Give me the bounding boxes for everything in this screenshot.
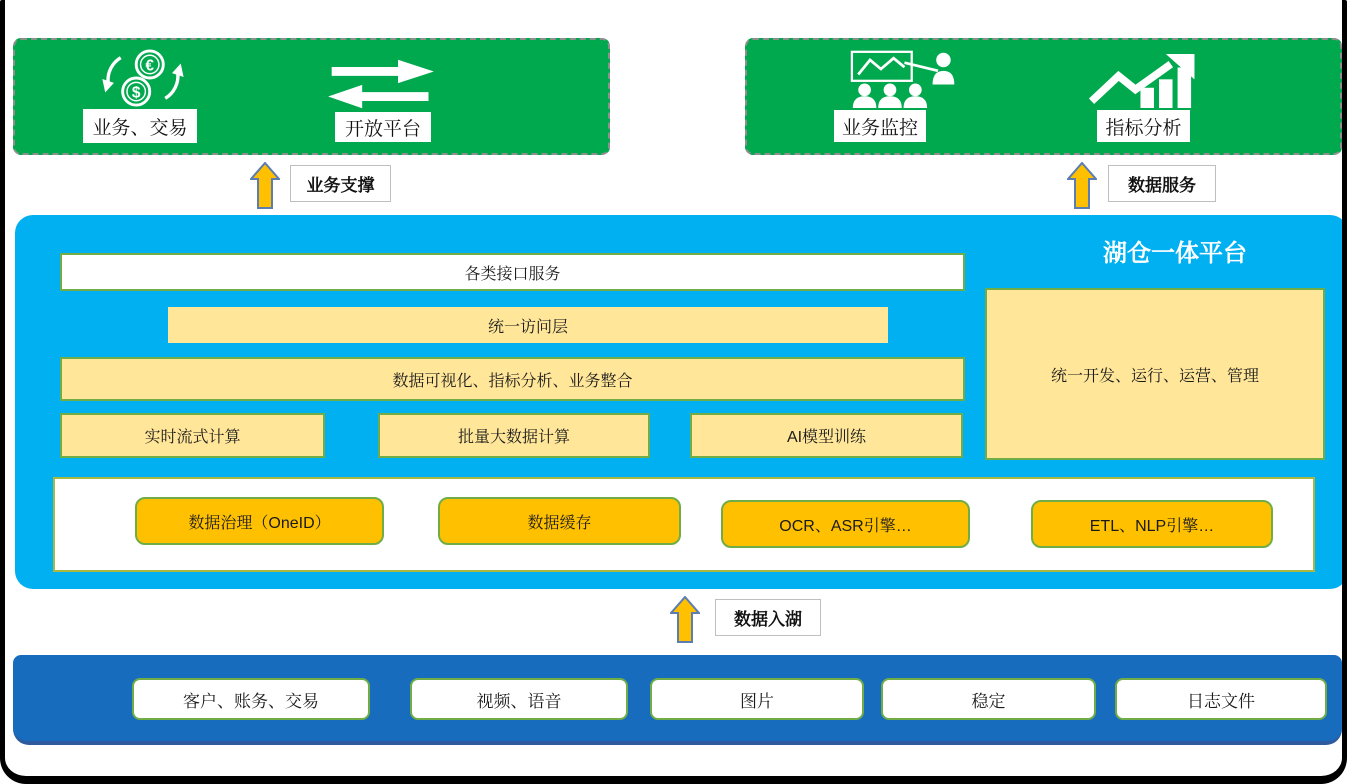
open-platform-label: 开放平台 [335,112,431,142]
unified-ops-box: 统一开发、运行、运营、管理 [985,288,1325,460]
source-images: 图片 [650,678,864,720]
business-apps-group [13,38,610,155]
ocr-asr-engine-box: OCR、ASR引擎… [721,500,970,548]
data-service-label: 数据服务 [1108,165,1216,202]
realtime-stream-box: 实时流式计算 [60,413,325,458]
lakehouse-platform-panel [15,215,1347,589]
source-stable: 稳定 [881,678,1096,720]
data-cache-box: 数据缓存 [438,497,681,545]
source-video-audio: 视频、语音 [410,678,628,720]
interface-services-bar: 各类接口服务 [60,253,965,291]
business-monitoring-label: 业务监控 [834,110,926,142]
ai-training-box: AI模型训练 [690,413,963,458]
source-customer-accounts: 客户、账务、交易 [132,678,370,720]
monitoring-group [745,38,1342,155]
data-ingest-label: 数据入湖 [715,599,821,636]
unified-access-bar: 统一访问层 [168,307,888,343]
svg-text:€: € [145,57,155,75]
transfer-arrows-icon [322,58,440,110]
engine-layer-container [53,477,1315,572]
etl-nlp-engine-box: ETL、NLP引擎… [1031,500,1273,548]
up-arrow-icon [670,596,700,643]
data-governance-box: 数据治理（OneID） [135,497,384,545]
business-support-label: 业务支撑 [290,165,391,202]
svg-text:$: $ [131,84,141,102]
data-sources-bar [13,655,1342,745]
up-arrow-icon [1067,162,1097,209]
currency-exchange-icon [92,48,192,108]
business-transaction-label: 业务、交易 [83,109,197,143]
batch-bigdata-box: 批量大数据计算 [378,413,650,458]
visualization-bar: 数据可视化、指标分析、业务整合 [60,357,965,401]
up-arrow-icon [250,162,280,209]
indicator-analysis-label: 指标分析 [1097,110,1190,142]
presentation-icon [847,50,971,108]
growth-chart-icon [1082,54,1204,108]
source-log-files: 日志文件 [1115,678,1327,720]
platform-title: 湖仓一体平台 [1103,240,1247,267]
